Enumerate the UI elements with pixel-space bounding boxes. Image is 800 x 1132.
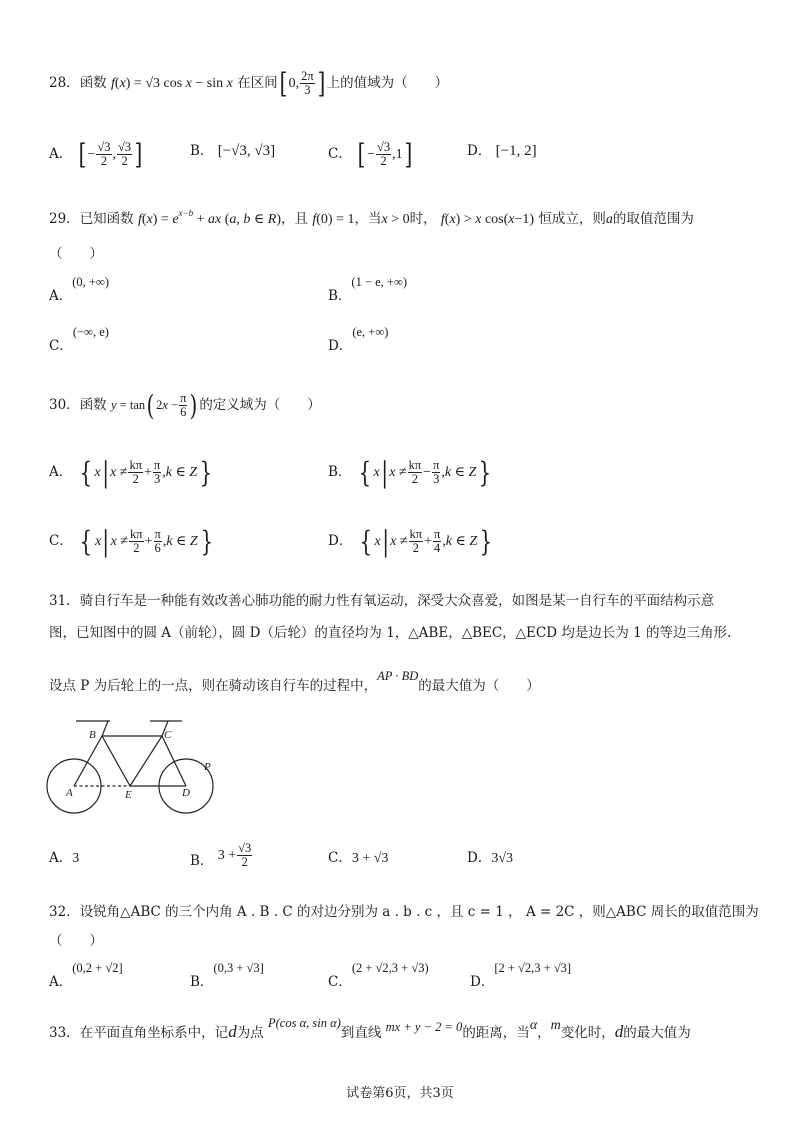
q28-option-b[interactable]: B． [−√3, √3] bbox=[190, 143, 276, 159]
q28-stem: 28．函数 f(x) = √3 cos x − sin x 在区间[ 0, $\frac{2\pi}{3}$ ] 上的值域为（ ） bbox=[49, 66, 449, 100]
q29-text-c: 时， bbox=[409, 211, 437, 227]
q28-option-c[interactable]: C． [ − $\frac{√3}{2}$ ,1] bbox=[328, 137, 412, 171]
q28-text-suffix: 上的值域为（ ） bbox=[326, 75, 449, 91]
q29-stem bbox=[49, 203, 694, 230]
q29-option-d[interactable] bbox=[328, 325, 389, 354]
q32-paren: （ ） bbox=[49, 933, 103, 949]
q30-text-suffix: 的定义域为（ ） bbox=[199, 397, 321, 413]
q33-number: 33． bbox=[49, 1025, 80, 1041]
bicycle-figure bbox=[40, 714, 230, 814]
q32-option-d[interactable] bbox=[470, 961, 572, 990]
label-C: C bbox=[164, 729, 172, 741]
option-label: D． bbox=[328, 533, 353, 549]
q33-point: P(cos α, sin α) bbox=[267, 1016, 341, 1030]
q30-text-prefix: 函数 bbox=[79, 397, 107, 413]
option-label: A． bbox=[49, 146, 73, 162]
q29-option-c[interactable] bbox=[49, 325, 109, 354]
option-value: (0,3 + √3] bbox=[213, 961, 264, 975]
q29-option-b[interactable] bbox=[328, 275, 408, 304]
q30-stem: 30．函数 y = tan( 2x − $\frac{\pi}{6}$ ) 的定义域为（ ） bbox=[49, 388, 321, 422]
option-value: (1 − e, +∞) bbox=[351, 275, 408, 289]
option-label: C． bbox=[328, 146, 352, 162]
q31-option-c[interactable] bbox=[328, 848, 388, 869]
q29-cond3: f(x) > x cos(x−1) bbox=[440, 212, 535, 227]
q33-d: d bbox=[228, 1022, 237, 1041]
q29-option-a[interactable] bbox=[49, 275, 110, 304]
option-label: A． bbox=[49, 974, 73, 990]
q29-cond1: f(0) = 1 bbox=[312, 212, 355, 227]
frame-C-D bbox=[162, 736, 186, 786]
option-value: (0,2 + √2] bbox=[72, 961, 123, 975]
q33-stem bbox=[49, 1016, 691, 1044]
option-label: B． bbox=[328, 464, 352, 480]
q28-text-mid: 在区间 bbox=[237, 75, 278, 91]
label-P: P bbox=[204, 761, 211, 773]
frame-E-C bbox=[130, 736, 162, 786]
q33-m: m bbox=[550, 1018, 561, 1033]
option-value: (e, +∞) bbox=[352, 325, 389, 339]
q29-number: 29． bbox=[49, 211, 80, 227]
q30-function: y = tan bbox=[110, 398, 146, 412]
option-value: (0, +∞) bbox=[72, 275, 110, 289]
option-value: 3 + √3 bbox=[351, 851, 389, 866]
q31-option-b[interactable]: B． 3 + $\frac{√3}{2}$ bbox=[190, 841, 252, 869]
option-label: B． bbox=[190, 974, 214, 990]
q33-text-e: ， bbox=[537, 1025, 551, 1041]
q29-function: $f(x) = e^{x-b}$ + ax (a, b ∈ R) bbox=[137, 208, 282, 227]
frame-A-B bbox=[74, 736, 102, 786]
q32-text: 设锐角△ABC 的三个内角 A . B . C 的对边分别为 a . b . c ，且 c = 1 ， A = 2C ，则△ABC 周长的取值范围为 bbox=[79, 904, 759, 920]
q29-text-a: ，且 bbox=[281, 211, 309, 227]
q30-option-c[interactable]: C． { x|x ≠ $\frac{k\pi}{2}$ + $\frac{\pi}{6}$ ,k ∈ Z} bbox=[49, 524, 213, 558]
option-label: A． bbox=[49, 464, 73, 480]
option-label: D． bbox=[467, 143, 492, 159]
q32-stem bbox=[49, 902, 759, 922]
q33-text-g: 的最大值为 bbox=[623, 1025, 691, 1041]
q30-option-a[interactable]: A． { x|x ≠ $\frac{k\pi}{2}$ + $\frac{\pi}{3}$ ,k ∈ Z} bbox=[49, 455, 213, 489]
q32-option-b[interactable] bbox=[190, 961, 264, 990]
q31-line3-b: 的最大值为（ ） bbox=[418, 678, 540, 694]
q29-paren: （ ） bbox=[49, 246, 103, 262]
q29-text-prefix: 已知函数 bbox=[79, 211, 134, 227]
q32-number: 32． bbox=[49, 904, 80, 920]
q29-var: a bbox=[605, 212, 613, 227]
q33-text-b: 为点 bbox=[236, 1025, 264, 1041]
option-value: 3 bbox=[72, 851, 80, 866]
q30-number: 30． bbox=[49, 397, 80, 413]
option-label: B． bbox=[328, 288, 352, 304]
option-label: B． bbox=[190, 143, 214, 159]
q33-text-c: 到直线 bbox=[340, 1025, 382, 1041]
q33-d2: d bbox=[614, 1022, 624, 1041]
option-label: D． bbox=[467, 850, 492, 866]
q29-text-e: 的取值范围为 bbox=[612, 211, 694, 227]
q32-option-a[interactable] bbox=[49, 961, 123, 990]
q31-line1 bbox=[49, 591, 714, 611]
q31-number: 31． bbox=[49, 593, 80, 609]
q32-option-c[interactable] bbox=[328, 961, 429, 990]
q33-alpha: α bbox=[529, 1018, 538, 1033]
q31-line1-text: 骑自行车是一种能有效改善心肺功能的耐力性有氧运动，深受大众喜爱，如图是某一自行车的平面结构示意 bbox=[79, 593, 715, 609]
option-label: B． bbox=[190, 853, 214, 869]
q30-option-d[interactable]: D． { x|x ≠ $\frac{k\pi}{2}$ + $\frac{\pi}{4}$ ,k ∈ Z} bbox=[328, 524, 493, 558]
option-value: 3√3 bbox=[491, 851, 514, 866]
option-label: C． bbox=[49, 533, 73, 549]
q28-number: 28． bbox=[49, 75, 80, 91]
option-label: C． bbox=[49, 338, 73, 354]
q31-line2: 图，已知图中的圆 A（前轮），圆 D（后轮）的直径均为 1，△ABE，△BEC，△ECD 均是边长为 1 的等边三角形. bbox=[49, 625, 732, 641]
q30-option-b[interactable]: B． { x|x ≠ $\frac{k\pi}{2}$ − $\frac{\pi}{3}$ ,k ∈ Z} bbox=[328, 455, 492, 489]
label-B: B bbox=[89, 729, 96, 741]
q33-line: mx + y − 2 = 0 bbox=[385, 1020, 463, 1034]
option-label: D． bbox=[470, 974, 495, 990]
option-label: D． bbox=[328, 338, 353, 354]
q33-text-d: 的距离，当 bbox=[462, 1025, 530, 1041]
q29-text-d: 恒成立，则 bbox=[538, 211, 606, 227]
q28-function: f(x) = √3 cos x − sin x bbox=[110, 76, 233, 91]
option-value: [2 + √2,3 + √3] bbox=[494, 961, 572, 975]
label-E: E bbox=[125, 789, 132, 801]
q31-option-d[interactable] bbox=[467, 848, 513, 869]
q31-line3-a: 设点 P 为后轮上的一点，则在骑动该自行车的过程中， bbox=[49, 678, 378, 694]
option-value: (−∞, e) bbox=[72, 325, 109, 339]
option-label: A． bbox=[49, 288, 73, 304]
option-label: A． bbox=[49, 850, 73, 866]
frame-B-E bbox=[102, 736, 130, 786]
q31-vector-expr: AP · BD bbox=[377, 669, 419, 683]
option-label: C． bbox=[328, 850, 352, 866]
q28-option-d[interactable]: D． [−1, 2] bbox=[467, 143, 537, 159]
q33-text-a: 在平面直角坐标系中，记 bbox=[79, 1025, 229, 1041]
q33-text-f: 变化时， bbox=[560, 1025, 615, 1041]
frame-B-handle bbox=[102, 721, 108, 736]
q31-option-a[interactable] bbox=[49, 848, 79, 869]
q28-text-prefix: 函数 bbox=[79, 75, 107, 91]
label-D: D bbox=[182, 787, 190, 799]
q28-option-a[interactable]: A． [ − $\frac{√3}{2}$ , $\frac{√3}{2}$ ] bbox=[49, 137, 143, 171]
page-footer: 试卷第6页，共3页 bbox=[346, 1086, 454, 1101]
q31-line3 bbox=[49, 669, 540, 696]
label-A: A bbox=[66, 787, 73, 799]
q29-text-b: ，当 bbox=[354, 211, 382, 227]
q29-cond2: x > 0 bbox=[381, 212, 410, 227]
option-label: C． bbox=[328, 974, 352, 990]
option-value: (2 + √2,3 + √3) bbox=[351, 961, 429, 975]
